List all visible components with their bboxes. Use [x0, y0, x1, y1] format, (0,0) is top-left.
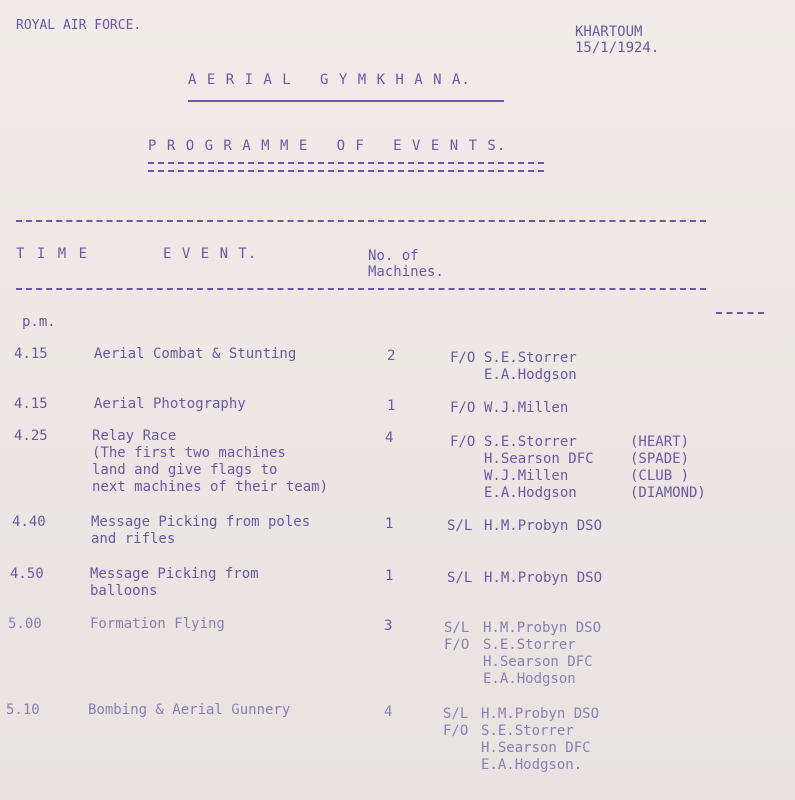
col-header-time: T I M E [16, 246, 90, 262]
event-line: Relay Race [92, 428, 177, 444]
row-names [484, 570, 602, 587]
name: H.M.Probyn DSO [484, 570, 603, 586]
row-names [481, 706, 599, 774]
subtitle-underline [148, 162, 544, 172]
event-line: balloons [90, 583, 158, 599]
row-time: 4.15 [14, 346, 48, 362]
row-names [484, 434, 594, 502]
team-suit: (CLUB ) [630, 468, 690, 484]
header-rule-top [16, 220, 706, 222]
name: S.E.Storrer [481, 723, 574, 739]
row-time: 4.50 [10, 566, 44, 582]
team-suit: (DIAMOND) [630, 485, 706, 501]
team-suits [630, 434, 706, 502]
name: H.M.Probyn DSO [484, 518, 603, 534]
name: W.J.Millen [484, 400, 569, 416]
title-underline [188, 100, 504, 102]
name: H.Searson DFC [483, 654, 593, 670]
row-rank: F/O [450, 400, 476, 416]
row-rank [444, 620, 469, 654]
row-event: Bombing & Aerial Gunnery [88, 702, 291, 718]
name: E.A.Hodgson [484, 485, 577, 501]
row-machines: 4 [385, 430, 394, 446]
rank-line: F/O [444, 637, 470, 653]
row-rank: S/L [447, 570, 473, 586]
row-event [90, 566, 259, 600]
row-machines: 1 [385, 516, 394, 532]
row-names [484, 518, 602, 535]
col-header-event: E V E N T. [163, 246, 258, 262]
name: E.A.Hodgson [483, 671, 576, 687]
row-names [484, 350, 577, 384]
name: S.E.Storrer [484, 350, 577, 366]
row-event: Aerial Combat & Stunting [94, 346, 297, 362]
name: E.A.Hodgson [484, 367, 577, 383]
row-time: 4.25 [14, 428, 48, 444]
date: 15/1/1924. [575, 40, 660, 56]
row-event: Formation Flying [90, 616, 225, 632]
row-names [483, 620, 601, 688]
name: E.A.Hodgson. [481, 757, 583, 773]
place: KHARTOUM [575, 24, 643, 40]
name: W.J.Millen [484, 468, 569, 484]
row-rank: F/O [450, 350, 476, 366]
header-rule-bottom [16, 288, 706, 290]
rank-line: F/O [443, 723, 469, 739]
name: H.M.Probyn DSO [483, 620, 602, 636]
row-machines: 1 [385, 568, 394, 584]
row-rank: F/O [450, 434, 476, 450]
pm-label: p.m. [22, 314, 56, 330]
rank-line: S/L [443, 706, 469, 722]
row-rank [443, 706, 468, 740]
row-machines: 1 [387, 398, 396, 414]
name: H.Searson DFC [481, 740, 591, 756]
org-name: ROYAL AIR FORCE. [16, 18, 142, 33]
row-time: 5.00 [8, 616, 42, 632]
row-names [484, 400, 568, 417]
col-header-machines-2: Machines. [368, 264, 444, 280]
event-line: land and give flags to [92, 462, 278, 478]
row-time: 4.40 [12, 514, 46, 530]
team-suit: (HEART) [630, 434, 690, 450]
name: H.Searson DFC [484, 451, 594, 467]
col-header-machines-1: No. of [368, 248, 419, 264]
event-line: Message Picking from poles [91, 514, 311, 530]
row-machines: 2 [387, 348, 396, 364]
team-suit: (SPADE) [630, 451, 690, 467]
name: H.M.Probyn DSO [481, 706, 600, 722]
event-line: and rifles [91, 531, 176, 547]
row-machines: 3 [384, 618, 393, 634]
rank-line: S/L [444, 620, 470, 636]
name: S.E.Storrer [483, 637, 576, 653]
margin-mark [716, 312, 764, 314]
row-event: Aerial Photography [94, 396, 246, 412]
row-event [92, 428, 328, 496]
name: S.E.Storrer [484, 434, 577, 450]
document-subtitle: P R O G R A M M E O F E V E N T S. [148, 138, 507, 154]
event-line: Message Picking from [90, 566, 259, 582]
event-line: next machines of their team) [92, 479, 329, 495]
row-machines: 4 [384, 704, 393, 720]
row-time: 5.10 [6, 702, 40, 718]
row-time: 4.15 [14, 396, 48, 412]
row-rank: S/L [447, 518, 473, 534]
document-title: A E R I A L G Y M K H A N A. [188, 72, 471, 88]
event-line: (The first two machines [92, 445, 286, 461]
row-event [91, 514, 310, 548]
